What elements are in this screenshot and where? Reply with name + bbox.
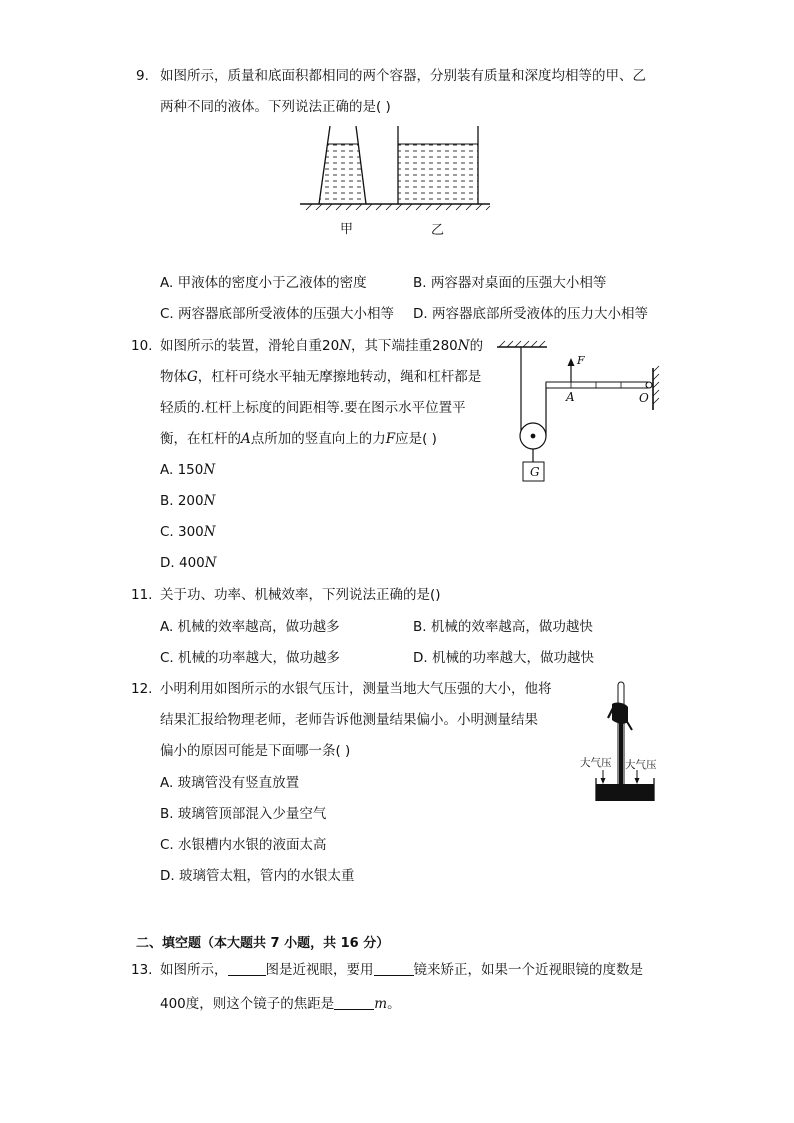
option-a[interactable]: A. 玻璃管没有竖直放置 (160, 775, 300, 791)
figure-label-atmospheric-pressure-right: 大气压 (625, 759, 657, 771)
question-stem-line: 如图所示， 图是近视眼，要用 镜来矫正，如果一个近视眼镜的度数是 (160, 955, 643, 986)
question-stem-line: 关于功、功率、机械效率，下列说法正确的是() (160, 587, 441, 603)
answer-blank[interactable] (374, 958, 414, 976)
answer-blank[interactable] (228, 958, 266, 976)
figure-label-yi: 乙 (431, 223, 445, 238)
section-heading: 二、填空题（本大题共 7 小题，共 16 分） (136, 936, 390, 951)
question-stem-line: 偏小的原因可能是下面哪一条( ) (160, 743, 351, 759)
figure-label-jia: 甲 (340, 222, 354, 237)
option-d[interactable]: D. 两容器底部所受液体的压力大小相等 (413, 306, 648, 322)
option-c[interactable]: C. 300N (160, 524, 216, 540)
option-d[interactable]: D. 400N (160, 555, 217, 571)
question-stem-line: 物体G，杠杆可绕水平轴无摩擦地转动，绳和杠杆都是 (160, 369, 482, 385)
question-stem-line: 衡，在杠杆的A点所加的竖直向上的力F应是( ) (160, 431, 437, 447)
question-stem-line: 如图所示，质量和底面积都相同的两个容器，分别装有质量和深度均相等的甲、乙 (160, 68, 646, 84)
option-b[interactable]: B. 200N (160, 493, 216, 509)
option-a[interactable]: A. 机械的效率越高，做功越多 (160, 619, 340, 635)
option-d[interactable]: D. 玻璃管太粗，管内的水银太重 (160, 868, 355, 884)
question-number: 11. (131, 587, 153, 603)
weight-label-g: G (530, 465, 540, 479)
figure-label-atmospheric-pressure-left: 大气压 (580, 757, 612, 769)
option-b[interactable]: B. 玻璃管顶部混入少量空气 (160, 806, 327, 822)
option-a[interactable]: A. 甲液体的密度小于乙液体的密度 (160, 275, 367, 291)
option-d[interactable]: D. 机械的功率越大，做功越快 (413, 650, 594, 666)
question-stem-line: 如图所示的装置，滑轮自重20N，其下端挂重280N的 (160, 338, 484, 354)
pivot-label-o: O (639, 391, 649, 405)
point-label-a: A (566, 390, 575, 404)
answer-blank[interactable] (334, 992, 374, 1010)
question-number: 10. (131, 338, 153, 354)
option-a[interactable]: A. 150N (160, 462, 216, 478)
option-c[interactable]: C. 机械的功率越大，做功越多 (160, 650, 341, 666)
force-label-f: F (577, 354, 585, 367)
question-number: 13. (131, 962, 153, 978)
option-b[interactable]: B. 两容器对桌面的压强大小相等 (413, 275, 607, 291)
question-stem-line: 小明利用如图所示的水银气压计，测量当地大气压强的大小，他将 (160, 681, 552, 697)
question-stem-line: 两种不同的液体。下列说法正确的是( ) (160, 99, 391, 115)
question-number: 12. (131, 681, 153, 697)
question-stem-line: 结果汇报给物理老师，老师告诉他测量结果偏小。小明测量结果 (160, 712, 538, 728)
question-number: 9. (136, 68, 149, 84)
question-stem-line: 400度，则这个镜子的焦距是 m。 (160, 989, 401, 1020)
mercury-barometer-figure (590, 680, 670, 805)
option-c[interactable]: C. 水银槽内水银的液面太高 (160, 837, 327, 853)
option-b[interactable]: B. 机械的效率越高，做功越快 (413, 619, 593, 635)
containers-figure (300, 124, 495, 214)
question-stem-line: 轻质的.杠杆上标度的间距相等.要在图示水平位置平 (160, 400, 466, 416)
option-c[interactable]: C. 两容器底部所受液体的压强大小相等 (160, 306, 395, 322)
